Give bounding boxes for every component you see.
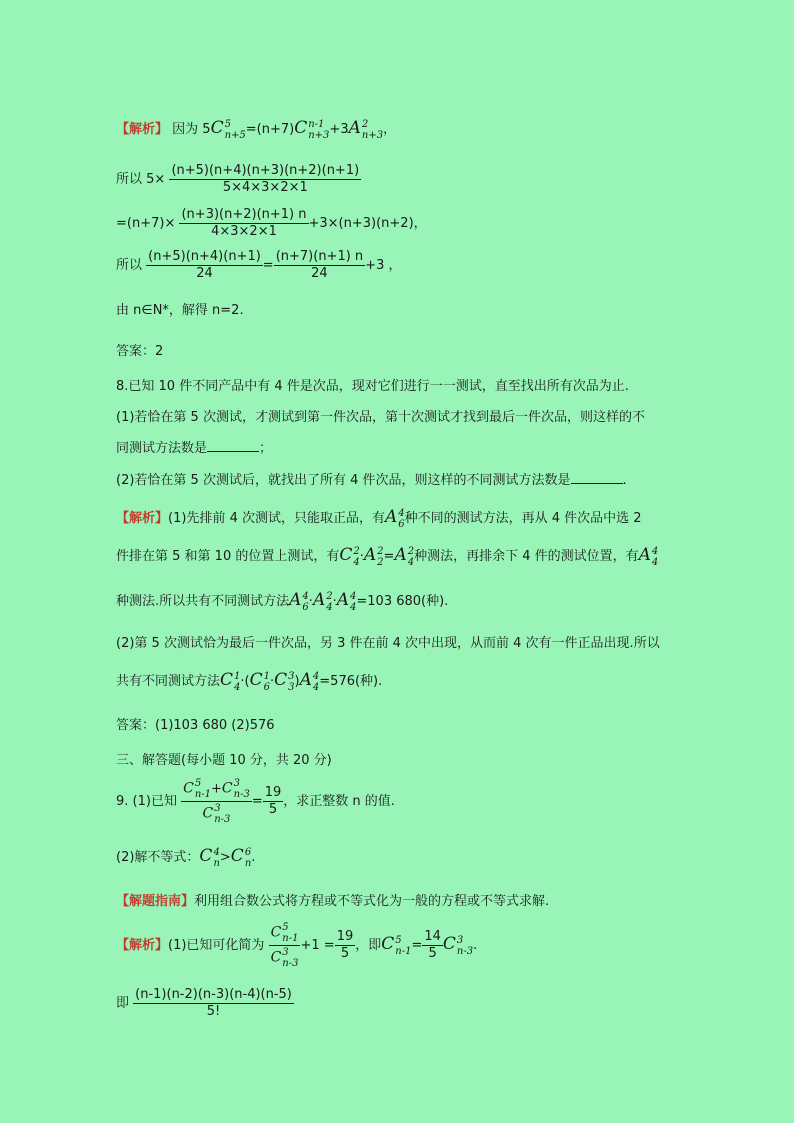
q8-sol1a: 【解析】(1)先排前 4 次测试，只能取正品，有A 4 6 种不同的测试方法，再从 4 件次品中选 2 [116,507,642,530]
q8-sol2b: 共有不同测试方法C 1 4 ·(C 1 6 ·C 3 3 )A 4 4 =576(种). [116,670,383,693]
analysis-tag: 【解析】 [116,938,169,953]
answer-blank [571,483,623,484]
sol7-line3: =(n+7)× $\frac{(n+3)(n+2)(n+1) n}{4\times 3\times 2\times 1}$ +3×(n+3)(n+2)， [116,207,427,239]
comb-C: C [210,118,224,138]
analysis-tag: 【解析】 [116,511,169,526]
q9-sol2: 即 $\frac{(n-1)(n-2)(n-3)(n-4)(n-5)}{5!}$ [116,987,292,1019]
fraction: $\frac{14}{5}$ [424,929,441,961]
perm-A: A [348,118,361,138]
answer-blank [207,451,259,452]
fraction: $\frac{(n+5)(n+4)(n+3)(n+2)(n+1)}{5\times 4\times 3\times 2\times 1}$ [171,163,360,195]
sol7-intro: 因为 5 [172,122,211,137]
sol7-line2: 所以 5× $\frac{(n+5)(n+4)(n+3)(n+2)(n+1)}{5\times 4\times 3\times 2\times 1}$ [116,163,360,195]
q9-part2: (2)解不等式：C 4 n >C 6 n . [116,846,256,869]
fraction: $\frac{(n+7)(n+1) n}{24}$ [275,249,364,281]
q8-sol2a: (2)第 5 次测试恰为最后一件次品，另 3 件在前 4 次中出现，从而前 4 次有一件正品出现.所以 [116,636,660,651]
answer-7: 答案：2 [116,344,164,359]
analysis-tag: 【解析】 [116,122,169,137]
q9-hint: 【解题指南】利用组合数公式将方程或不等式化为一般的方程或不等式求解. [116,894,550,909]
q8-stem: 8.已知 10 件不同产品中有 4 件是次品，现对它们进行一一测试，直至找出所有次品为止. [116,379,629,394]
q8-sol1b: 件排在第 5 和第 10 的位置上测试，有C 2 4 ·A 2 2 =A 2 4 种测法，再排余下 4 件的测试位置，有A 4 4 [116,545,659,568]
sol7-line5: 由 n∈N*，解得 n=2. [116,303,244,318]
q9-sol1: 【解析】(1)已知可化简为 C 5 n-1 C 3 n-3 +1 = $\frac{19}{5}$ ，即C 5 n-1 = $\frac{14}{5}$ C 3 n-3 . [116,922,478,969]
q8-sol1c: 种测法.所以共有不同测试方法A 4 6 ·A 2 4 ·A 4 4 =103 680(种). [116,590,449,613]
fraction: C 5 n-1 C 3 n-3 [270,922,299,969]
q8-part2: (2)若恰在第 5 次测试后，就找出了所有 4 件次品，则这样的不同测试方法数是 . [116,473,627,488]
q9-part1: 9. (1)已知 C 5 n-1 +C 3 n-3 C 3 n-3 = $\frac{19}{5}$ ，求正整数 n 的值. [116,778,395,825]
hint-tag: 【解题指南】 [116,894,195,909]
fraction: $\frac{19}{5}$ [336,929,354,961]
fraction: $\frac{(n+5)(n+4)(n+1)}{24}$ [148,249,261,281]
fraction: C 5 n-1 +C 3 n-3 C 3 n-3 [183,778,250,825]
sol7-line4: 所以 $\frac{(n+5)(n+4)(n+1)}{24}$ = $\frac{(n+7)(n+1) n}{24}$ +3 ， [116,249,402,281]
q8-part1a: (1)若恰在第 5 次测试，才测试到第一件次品，第十次测试才找到最后一件次品，则这样的不 [116,410,645,425]
section-heading: 三、解答题(每小题 10 分，共 20 分) [116,753,332,768]
fraction: $\frac{(n+3)(n+2)(n+1) n}{4\times 3\times 2\times 1}$ [181,207,307,239]
fraction: $\frac{19}{5}$ [264,785,282,817]
answer-8: 答案：(1)103 680 (2)576 [116,718,275,733]
q8-part1b: 同测试方法数是 ； [116,441,273,456]
fraction: $\frac{(n-1)(n-2)(n-3)(n-4)(n-5)}{5!}$ [135,987,292,1019]
sol7-line1: 【解析】 因为 5C 5 n+5 =(n+7)C n-1 n+3 +3A 2 n+3 ， [116,118,397,141]
